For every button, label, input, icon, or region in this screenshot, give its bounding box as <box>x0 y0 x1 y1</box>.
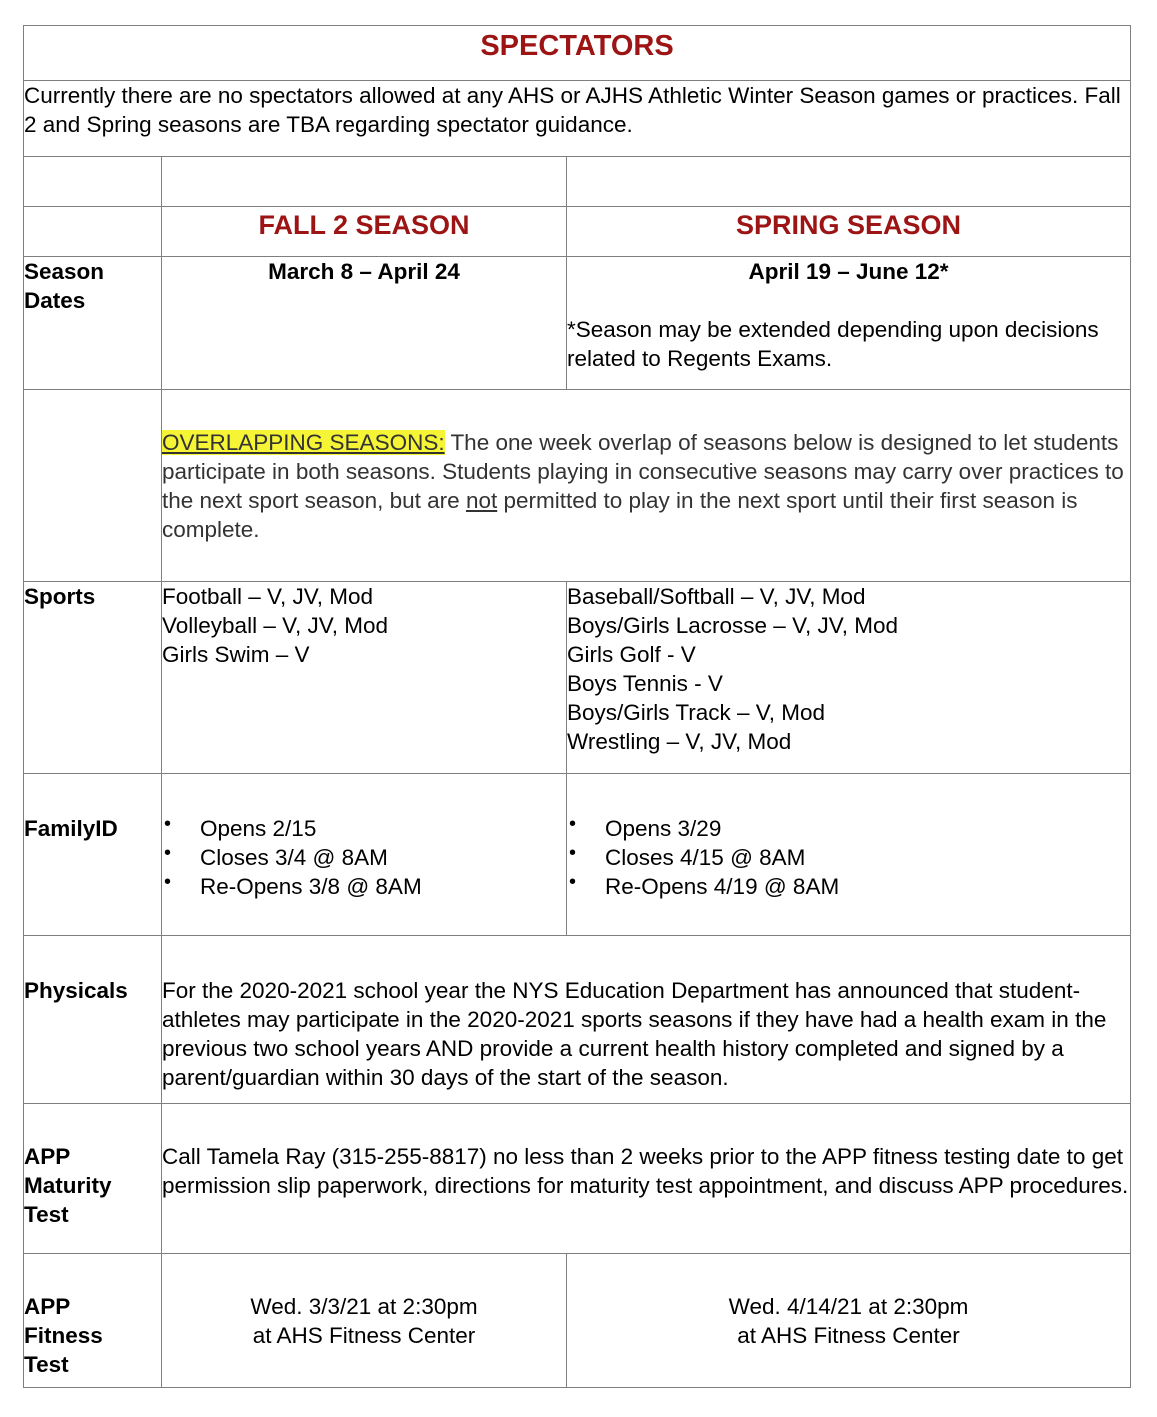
list-item <box>567 843 1130 872</box>
spring-dates-note: *Season may be extended depending upon decisions related to Regents Exams. <box>567 317 1099 371</box>
list-item: Baseball/Softball – V, JV, Mod <box>567 584 866 609</box>
fall-dates-text: March 8 – April 24 <box>268 259 460 284</box>
overlap-text-1: The one week overlap of seasons below is designed to let students participate in both seasons. Students playing in consecutive seasons may carry over practices to the next sport season, but are <box>162 430 1124 513</box>
fitness-date: Wed. 4/14/21 at 2:30pm <box>728 1294 969 1319</box>
fall-sports-list <box>162 582 567 774</box>
label-line: Test <box>24 1202 69 1227</box>
bullet-icon: • <box>569 842 577 864</box>
bullet-icon: • <box>164 871 172 893</box>
label-line: Maturity <box>24 1173 112 1198</box>
fall-familyid-list <box>162 774 567 936</box>
empty-cell <box>24 157 162 207</box>
list-item <box>567 872 1130 901</box>
sports-label <box>24 582 162 774</box>
label-line: Fitness <box>24 1323 103 1348</box>
sports-label-text: Sports <box>24 584 96 609</box>
list-item <box>567 814 1130 843</box>
list-item: Wrestling – V, JV, Mod <box>567 729 792 754</box>
app-maturity-text <box>162 1104 1131 1254</box>
bullet-icon: • <box>569 813 577 835</box>
title-text: SPECTATORS <box>480 30 674 62</box>
list-item: Girls Swim – V <box>162 642 310 667</box>
empty-cell <box>24 390 162 582</box>
list-item-text: Re-Opens 4/19 @ 8AM <box>605 874 840 899</box>
familyid-label <box>24 774 162 936</box>
list-item: Boys/Girls Track – V, Mod <box>567 700 826 725</box>
list-item-text: Opens 2/15 <box>200 816 317 841</box>
fall-fitness-test <box>162 1254 567 1388</box>
fitness-location: at AHS Fitness Center <box>737 1323 960 1348</box>
overlapping-seasons-note <box>162 390 1131 582</box>
season-dates-label-text: Season Dates <box>24 259 105 313</box>
bullet-icon: • <box>569 871 577 893</box>
list-item-text: Opens 3/29 <box>605 816 722 841</box>
list-item: Girls Golf - V <box>567 642 696 667</box>
fall-season-dates <box>162 257 567 390</box>
overlap-text-2: permitted to play in the next sport until their first season is complete. <box>162 488 1078 542</box>
empty-cell <box>162 157 567 207</box>
list-item-text: Re-Opens 3/8 @ 8AM <box>200 874 422 899</box>
season-dates-label <box>24 257 162 390</box>
list-item <box>162 814 566 843</box>
app-fitness-label <box>24 1254 162 1388</box>
physicals-body: For the 2020-2021 school year the NYS Education Department has announced that student-athletes may participate in the 2020-2021 sports seasons if they have had a health exam in the previous two school years AND provide a current health history completed and signed by a parent/guardian within 30 days of the start of the season. <box>162 978 1107 1090</box>
fall-season-header <box>162 207 567 257</box>
notice-text: Currently there are no spectators allowed at any AHS or AJHS Athletic Winter Season games or practices. Fall 2 and Spring seasons are TBA regarding spectator guidance. <box>24 83 1121 137</box>
list-item: Football – V, JV, Mod <box>162 584 373 609</box>
list-item <box>162 843 566 872</box>
fall-header-text: FALL 2 SEASON <box>258 210 470 240</box>
label-line: APP <box>24 1294 71 1319</box>
bullet-icon: • <box>164 813 172 835</box>
app-maturity-label <box>24 1104 162 1254</box>
overlap-underlined: not <box>465 488 498 513</box>
overlap-highlight: OVERLAPPING SEASONS: <box>162 430 445 455</box>
spring-sports-list <box>567 582 1131 774</box>
physicals-text <box>162 936 1131 1104</box>
list-item: Volleyball – V, JV, Mod <box>162 613 388 638</box>
list-item: Boys Tennis - V <box>567 671 723 696</box>
page-title <box>24 26 1131 81</box>
spectator-notice <box>24 81 1131 157</box>
spring-fitness-test <box>567 1254 1131 1388</box>
fitness-location: at AHS Fitness Center <box>252 1323 476 1348</box>
physicals-label-text: Physicals <box>24 978 128 1003</box>
empty-cell <box>567 157 1131 207</box>
spring-dates-text: April 19 – June 12* <box>748 259 949 284</box>
spring-season-header <box>567 207 1131 257</box>
list-item-text: Closes 3/4 @ 8AM <box>200 845 388 870</box>
bullet-icon: • <box>164 842 172 864</box>
physicals-label <box>24 936 162 1104</box>
app-maturity-body: Call Tamela Ray (315-255-8817) no less than 2 weeks prior to the APP fitness testing date to get permission slip paperwork, directions for maturity test appointment, and discuss APP procedures. <box>162 1144 1129 1198</box>
list-item <box>162 872 566 901</box>
empty-cell <box>24 207 162 257</box>
familyid-label-text: FamilyID <box>24 816 118 841</box>
spring-header-text: SPRING SEASON <box>735 210 962 240</box>
label-line: APP <box>24 1144 71 1169</box>
list-item-text: Closes 4/15 @ 8AM <box>605 845 806 870</box>
spring-familyid-list <box>567 774 1131 936</box>
label-line: Test <box>24 1352 69 1377</box>
list-item: Boys/Girls Lacrosse – V, JV, Mod <box>567 613 898 638</box>
fitness-date: Wed. 3/3/21 at 2:30pm <box>250 1294 478 1319</box>
athletics-info-table <box>23 25 1131 1388</box>
spring-season-dates <box>567 257 1131 390</box>
